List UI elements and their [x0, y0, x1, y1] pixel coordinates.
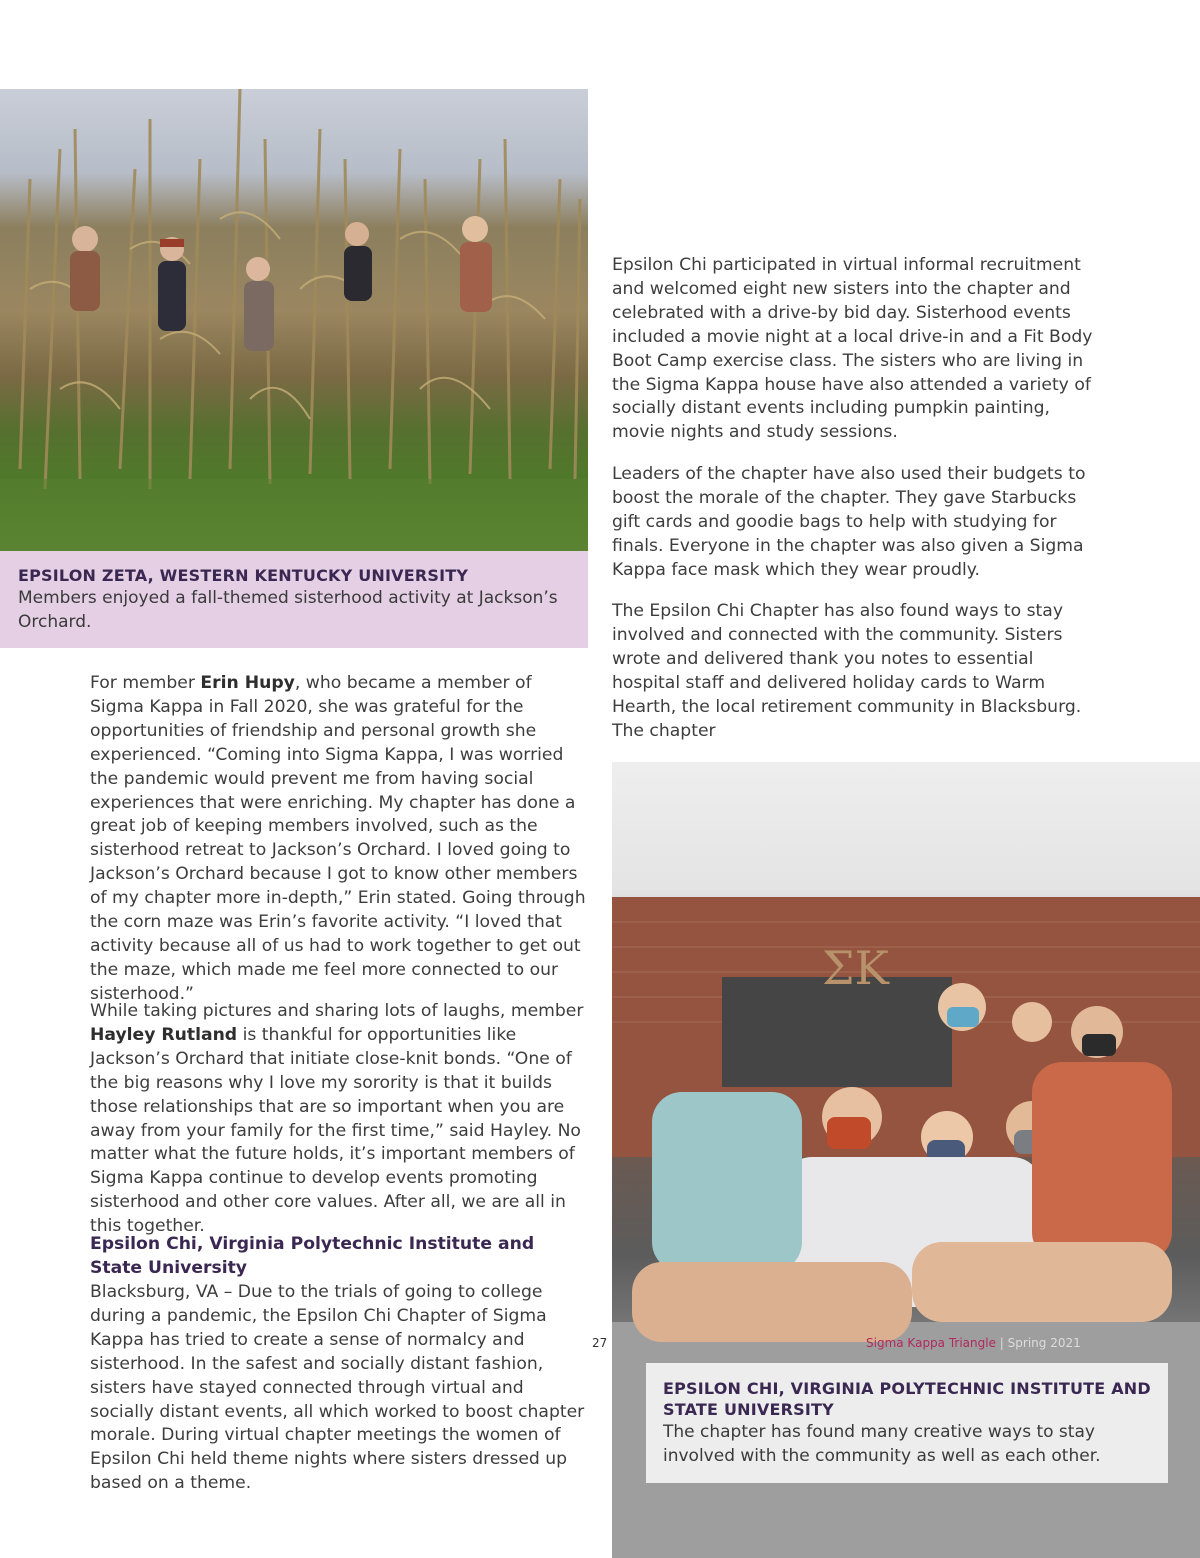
- caption-body: Members enjoyed a fall-themed sisterhood activity at Jackson’s Orchard.: [18, 588, 558, 632]
- caption-title: EPSILON ZETA, WESTERN KENTUCKY UNIVERSITY: [18, 566, 469, 585]
- paragraph-text: , who became a member of Sigma Kappa in Fall 2020, she was grateful for the opportunities of friendship and personal growth she experienced. “Coming into Sigma Kappa, I was worried the pandemic would prevent me from having social experiences that were enriching. My chapter has done a great job of keeping members involved, such as the sisterhood retreat to Jackson’s Orchard. I loved going to Jackson’s Orchard because I got to know other members of my chapter more in-depth,” Erin stated. Going through the corn maze was Erin’s favorite activity. “I loved that activity because all of us had to work together to get out the maze, which made me feel more connected to our sisterhood.”: [90, 673, 586, 1004]
- issue-label: Spring 2021: [1007, 1336, 1081, 1350]
- corn-maze-photo: [0, 89, 588, 551]
- article-paragraph: Blacksburg, VA – Due to the trials of going to college during a pandemic, the Epsilon Chi Chapter of Sigma Kappa has tried to create a sense of normalcy and sisterhood. In the safest and socially distant fashion, sisters have stayed connected through virtual and socially distant events, all which worked to boost chapter morale. During virtual chapter meetings the women of Epsilon Chi held theme nights where sisters dressed up based on a theme.: [90, 1282, 585, 1494]
- corn-maze-illustration: [0, 89, 588, 551]
- magazine-title: Sigma Kappa Triangle: [866, 1336, 996, 1350]
- article-paragraph: [90, 672, 590, 1007]
- article-paragraph: The Epsilon Chi Chapter has also found ways to stay involved and connected with the community. Sisters wrote and delivered thank you notes to essential hospital staff and delivered holiday cards to Warm Hearth, the local retirement community in Blacksburg. The chapter: [612, 601, 1082, 741]
- paragraph-text: While taking pictures and sharing lots of laughs, member: [90, 1001, 584, 1021]
- photo-caption-epsilon-chi: [646, 1363, 1168, 1483]
- sorority-letters-sign: ΣK: [822, 941, 889, 995]
- section-heading: Epsilon Chi, Virginia Polytechnic Institute and State University: [90, 1234, 535, 1278]
- article-paragraph: [90, 1000, 590, 1239]
- caption-title: EPSILON CHI, VIRGINIA POLYTECHNIC INSTITUTE AND STATE UNIVERSITY: [663, 1379, 1151, 1419]
- paragraph-text: is thankful for opportunities like Jackson’s Orchard that initiate close-knit bonds. “One of the big reasons why I love my sorority is that it builds those relationships that are so important when you are away from your family for the first time,” said Hayley. No matter what the future holds, it’s important members of Sigma Kappa continue to develop events promoting sisterhood and other core values. After all, we are all in this together.: [90, 1024, 581, 1237]
- member-name: Hayley Rutland: [90, 1024, 238, 1045]
- footer-separator: |: [999, 1336, 1004, 1350]
- paragraph-text: For member: [90, 673, 201, 693]
- magazine-footer: [866, 1336, 1081, 1350]
- page-number: 27: [592, 1336, 608, 1350]
- article-paragraph: Epsilon Chi participated in virtual informal recruitment and welcomed eight new sisters into the chapter and celebrated with a drive-by bid day. Sisterhood events included a movie night at a local drive-in and a Fit Body Boot Camp exercise class. The sisters who are living in the Sigma Kappa house have also attended a variety of socially distant events including pumpkin painting, movie nights and study sessions.: [612, 255, 1093, 443]
- photo-caption-epsilon-zeta: [0, 551, 588, 648]
- article-paragraph: Leaders of the chapter have also used their budgets to boost the morale of the chapter. They gave Starbucks gift cards and goodie bags to help with studying for finals. Everyone in the chapter was also given a Sigma Kappa face mask which they wear proudly.: [612, 464, 1086, 580]
- caption-body: The chapter has found many creative ways to stay involved with the community as well as each other.: [663, 1422, 1101, 1466]
- member-name: Erin Hupy: [200, 673, 295, 693]
